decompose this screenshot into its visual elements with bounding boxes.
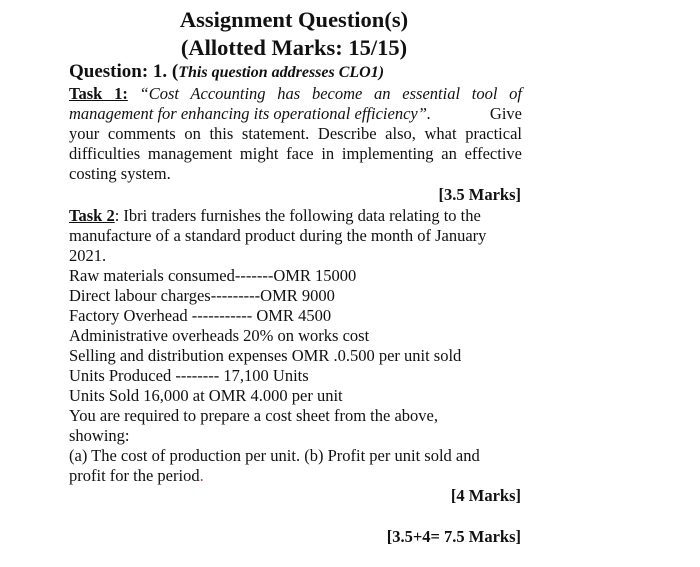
allotted-marks: (Allotted Marks: 15/15) bbox=[180, 35, 408, 60]
units-sold-row: Units Sold 16,000 at OMR 4.000 per unit bbox=[69, 386, 343, 405]
task2-intro: : Ibri traders furnishes the following data relating to the bbox=[114, 206, 481, 225]
raw-materials-row: Raw materials consumed-------OMR 15000 bbox=[69, 266, 357, 285]
task2-line-1 bbox=[69, 206, 481, 226]
task1-label: Task 1: bbox=[69, 84, 128, 103]
task1-marks: [3.5 Marks] bbox=[438, 185, 521, 204]
task2-line-3: 2021. bbox=[69, 246, 107, 265]
assignment-title: Assignment Question(s) bbox=[179, 7, 409, 32]
task1-line-4: difficulties management might face in implementing an effective bbox=[69, 144, 522, 163]
task1-line-3: your comments on this statement. Describe also, what practical bbox=[69, 124, 522, 143]
task1-give: Give bbox=[489, 104, 522, 123]
task2-instruction: You are required to prepare a cost sheet from the above, bbox=[69, 406, 438, 425]
task2-requirement-end bbox=[69, 466, 204, 486]
question-heading bbox=[69, 60, 384, 85]
total-marks: [3.5+4= 7.5 Marks] bbox=[386, 527, 521, 546]
task1-line-5: costing system. bbox=[69, 164, 171, 183]
factory-overhead-row: Factory Overhead ----------- OMR 4500 bbox=[69, 306, 332, 325]
direct-labour-row: Direct labour charges---------OMR 9000 bbox=[69, 286, 335, 305]
task2-label: Task 2 bbox=[69, 206, 115, 225]
selling-distribution-row: Selling and distribution expenses OMR .0.500 per unit sold bbox=[69, 346, 462, 365]
task1-quote-start: “Cost Accounting has become an essential tool of bbox=[139, 84, 522, 103]
question-label: Question: 1. ( bbox=[69, 61, 179, 82]
task2-marks: [4 Marks] bbox=[450, 486, 521, 505]
task1-line-1 bbox=[69, 84, 522, 104]
admin-overheads-row: Administrative overheads 20% on works cost bbox=[69, 326, 370, 345]
task1-line-2 bbox=[69, 104, 522, 124]
units-produced-row: Units Produced -------- 17,100 Units bbox=[69, 366, 309, 385]
task2-showing: showing: bbox=[69, 426, 130, 445]
task2-period-text: profit for the period bbox=[69, 466, 200, 485]
question-clo-note: This question addresses CLO1) bbox=[178, 64, 385, 81]
task1-quote-end: management for enhancing its operational efficiency”. bbox=[69, 104, 432, 123]
task2-period-dot: . bbox=[199, 466, 204, 485]
task2-line-2: manufacture of a standard product during the month of January bbox=[69, 226, 487, 245]
task2-requirement-a-b: (a) The cost of production per unit. (b) Profit per unit sold and bbox=[69, 446, 480, 465]
